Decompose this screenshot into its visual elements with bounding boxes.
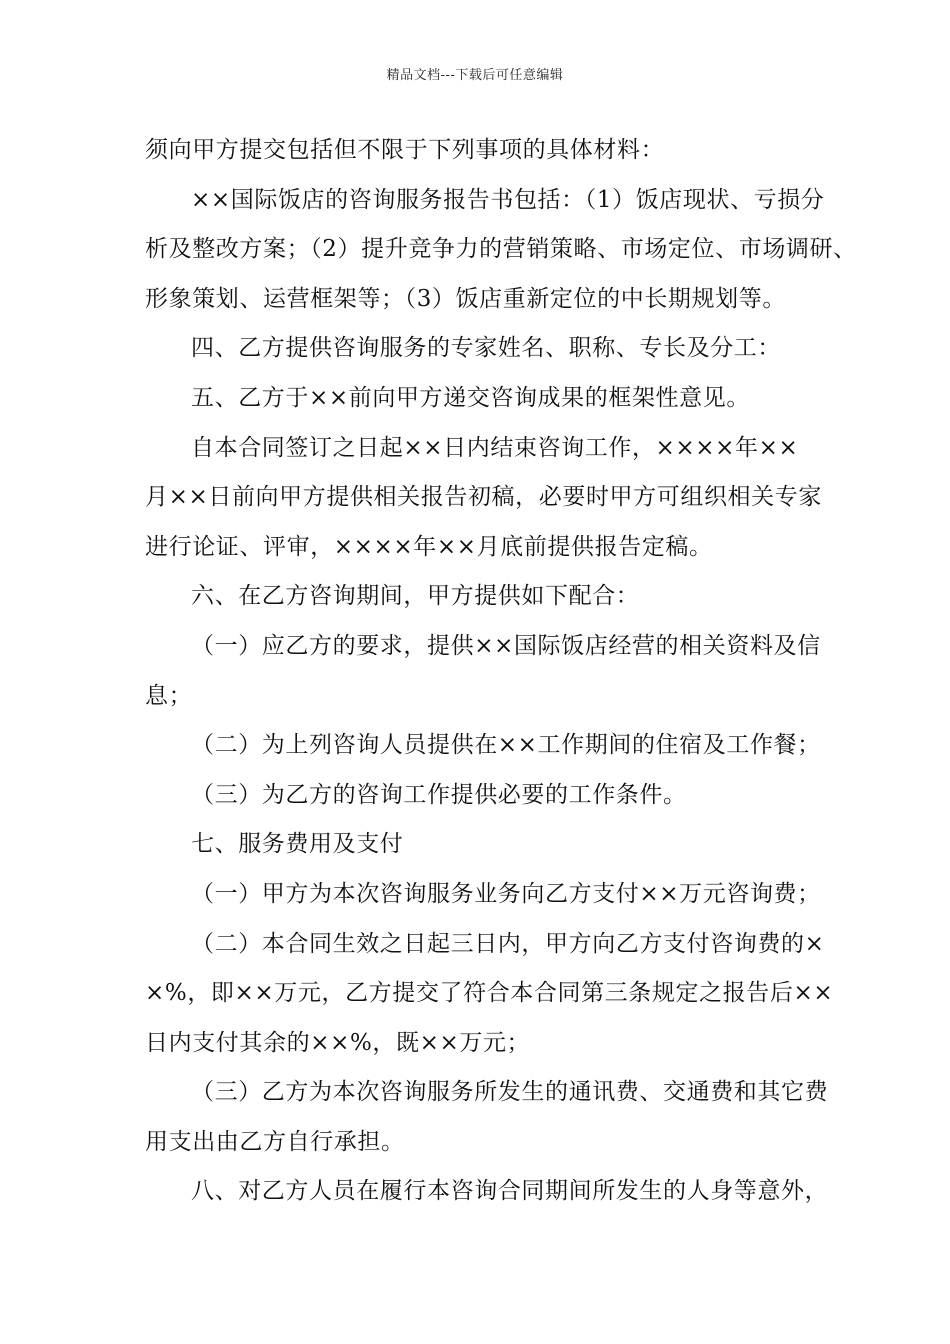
text-line: 息； (145, 682, 193, 709)
text-line: （三）乙方为本次咨询服务所发生的通讯费、交通费和其它费 (191, 1079, 829, 1106)
text-line: 用支出由乙方自行承担。 (145, 1128, 405, 1155)
text-line: 形象策划、运营框架等；（3）饭店重新定位的中长期规划等。 (145, 285, 786, 312)
text-line: 月××日前向甲方提供相关报告初稿，必要时甲方可组织相关专家 (145, 484, 822, 511)
text-line: 八、对乙方人员在履行本咨询合同期间所发生的人身等意外， (191, 1178, 829, 1205)
text-line: （一）甲方为本次咨询服务业务向乙方支付××万元咨询费； (191, 880, 821, 907)
document-body (145, 133, 857, 1224)
text-line: ×%，即××万元，乙方提交了符合本合同第三条规定之报告后×× (145, 980, 834, 1007)
text-line: 四、乙方提供咨询服务的专家姓名、职称、专长及分工： (191, 335, 781, 362)
text-line: 自本合同签订之日起××日内结束咨询工作，××××年×× (191, 434, 799, 461)
text-line: ××国际饭店的咨询服务报告书包括：（1）饭店现状、亏损分 (191, 186, 825, 213)
text-line: （一）应乙方的要求，提供××国际饭店经营的相关资料及信 (191, 632, 821, 659)
text-line: 七、服务费用及支付 (191, 831, 404, 858)
text-line: 须向甲方提交包括但不限于下列事项的具体材料： (145, 137, 665, 163)
text-line: 进行论证、评审，××××年××月底前提供报告定稿。 (145, 533, 713, 560)
text-line: （三）为乙方的咨询工作提供必要的工作条件。 (191, 781, 687, 808)
text-line: 六、在乙方咨询期间，甲方提供如下配合： (191, 583, 640, 610)
text-line: （二）为上列咨询人员提供在××工作期间的住宿及工作餐； (191, 732, 821, 759)
page-header: 精品文档---下载后可任意编辑 (386, 68, 564, 83)
text-line: （二）本合同生效之日起三日内，甲方向乙方支付咨询费的× (191, 930, 825, 957)
text-line: 析及整改方案；（2）提升竞争力的营销策略、市场定位、市场调研、 (145, 236, 857, 263)
text-line: 日内支付其余的××%，既××万元； (145, 1029, 531, 1056)
text-line: 五、乙方于××前向甲方递交咨询成果的框架性意见。 (191, 384, 750, 411)
